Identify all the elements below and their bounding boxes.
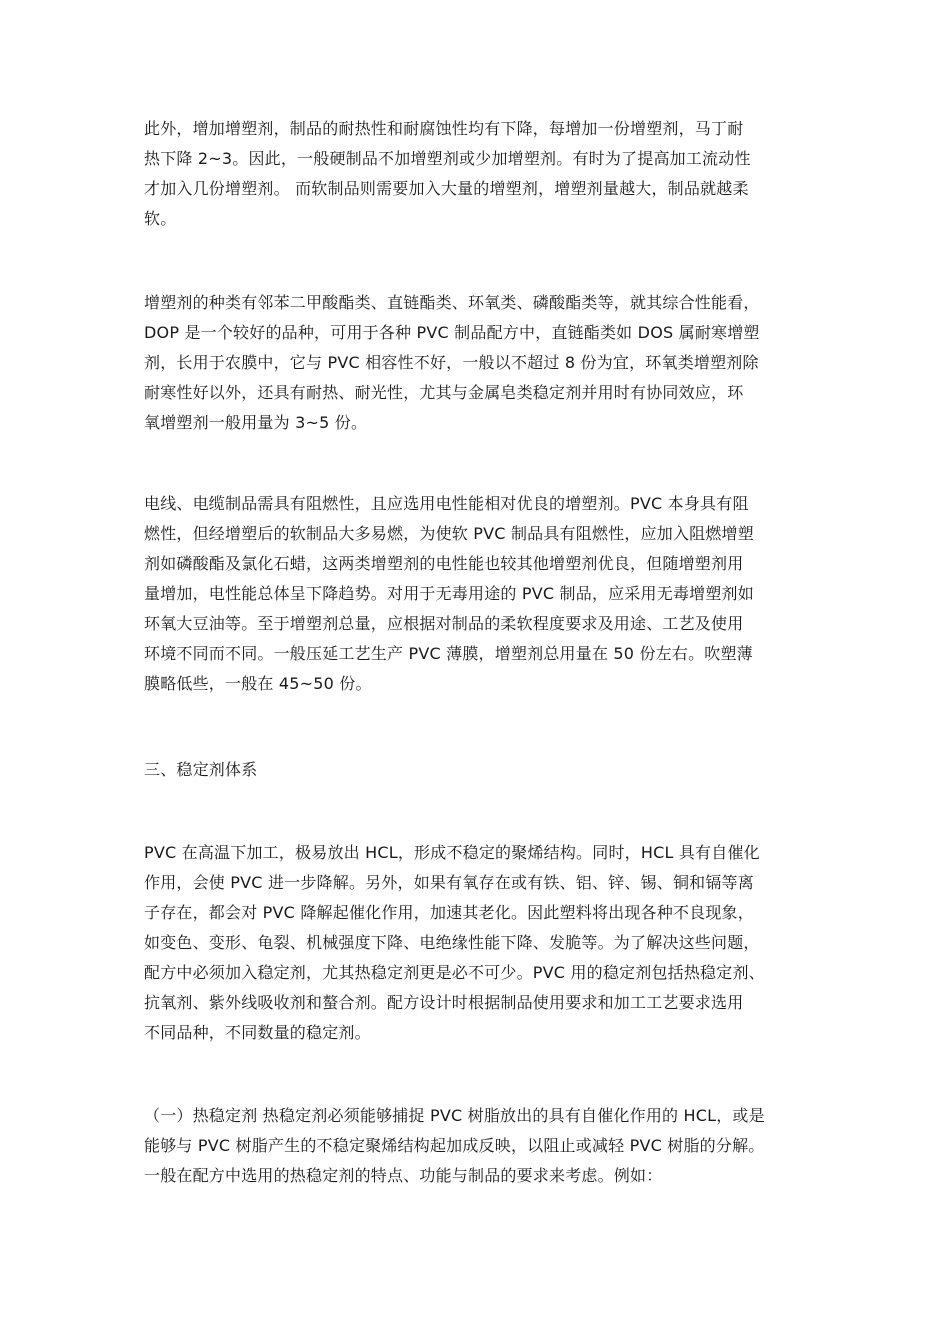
text-line: 作用，会使 PVC 进一步降解。另外，如果有氧存在或有铁、铝、锌、锡、铜和镉等离 (144, 873, 754, 892)
text-line: 燃性，但经增塑后的软制品大多易燃，为使软 PVC 制品具有阻燃性，应加入阻燃增塑 (144, 524, 754, 543)
text-line: 环氧大豆油等。至于增塑剂总量，应根据对制品的柔软程度要求及用途、工艺及使用 (144, 614, 744, 633)
text-line: 耐寒性好以外，还具有耐热、耐光性，尤其与金属皂类稳定剂并用时有协同效应，环 (144, 383, 744, 402)
text-line: 此外，增加增塑剂，制品的耐热性和耐腐蚀性均有下降，每增加一份增塑剂，马丁耐 (144, 119, 744, 138)
paragraph-plasticizer-types (144, 288, 760, 438)
text-line: 剂如磷酸酯及氯化石蜡，这两类增塑剂的电性能也较其他增塑剂优良，但随增塑剂用 (144, 554, 744, 573)
paragraph-plasticizer-heat-resistance (144, 114, 751, 234)
text-line: 能够与 PVC 树脂产生的不稳定聚烯结构起加成反映，以阻止或减轻 PVC 树脂的分解。 (144, 1136, 765, 1155)
text-line: 增塑剂的种类有邻苯二甲酸酯类、直链酯类、环氧类、磷酸酯类等，就其综合性能看， (144, 293, 760, 312)
text-line: 一般在配方中选用的热稳定剂的特点、功能与制品的要求来考虑。例如： (144, 1166, 663, 1185)
text-line: 子存在，都会对 PVC 降解起催化作用，加速其老化。因此塑料将出现各种不良现象， (144, 903, 754, 922)
text-line: 膜略低些，一般在 45~50 份。 (144, 674, 372, 693)
text-line: 电线、电缆制品需具有阻燃性，且应选用电性能相对优良的增塑剂。PVC 本身具有阻 (144, 494, 749, 513)
section-heading-stabilizer-system (144, 755, 257, 785)
text-line: 才加入几份增塑剂。 而软制品则需要加入大量的增塑剂，增塑剂量越大，制品就越柔 (144, 179, 749, 198)
text-line: （一）热稳定剂 热稳定剂必须能够捕捉 PVC 树脂放出的具有自催化作用的 HCL，或是 (144, 1106, 765, 1125)
paragraph-pvc-degradation (144, 838, 765, 1048)
text-line: 如变色、变形、龟裂、机械强度下降、电绝缘性能下降、发脆等。为了解决这些问题， (144, 933, 760, 952)
text-line: 配方中必须加入稳定剂，尤其热稳定剂更是必不可少。PVC 用的稳定剂包括热稳定剂、 (144, 963, 765, 982)
text-line: 抗氧剂、紫外线吸收剂和螯合剂。配方设计时根据制品使用要求和加工工艺要求选用 (144, 993, 744, 1012)
text-line: 不同品种，不同数量的稳定剂。 (144, 1023, 371, 1042)
text-line: DOP 是一个较好的品种，可用于各种 PVC 制品配方中，直链酯类如 DOS 属耐寒增塑 (144, 323, 760, 342)
text-line: 环境不同而不同。一般压延工艺生产 PVC 薄膜，增塑剂总用量在 50 份左右。吹塑薄 (144, 644, 753, 663)
text-line: 氧增塑剂一般用量为 3~5 份。 (144, 413, 368, 432)
heading-text: 三、稳定剂体系 (144, 760, 258, 779)
text-line: PVC 在高温下加工，极易放出 HCL，形成不稳定的聚烯结构。同时，HCL 具有自催化 (144, 843, 760, 862)
paragraph-cable-flame-retardant (144, 489, 754, 699)
paragraph-heat-stabilizer (144, 1101, 765, 1191)
text-line: 量增加，电性能总体呈下降趋势。对用于无毒用途的 PVC 制品，应采用无毒增塑剂如 (144, 584, 754, 603)
text-line: 剂，长用于农膜中，它与 PVC 相容性不好，一般以不超过 8 份为宜，环氧类增塑剂除 (144, 353, 759, 372)
text-line: 软。 (144, 209, 177, 228)
text-line: 热下降 2~3。因此，一般硬制品不加增塑剂或少加增塑剂。有时为了提高加工流动性 (144, 149, 751, 168)
